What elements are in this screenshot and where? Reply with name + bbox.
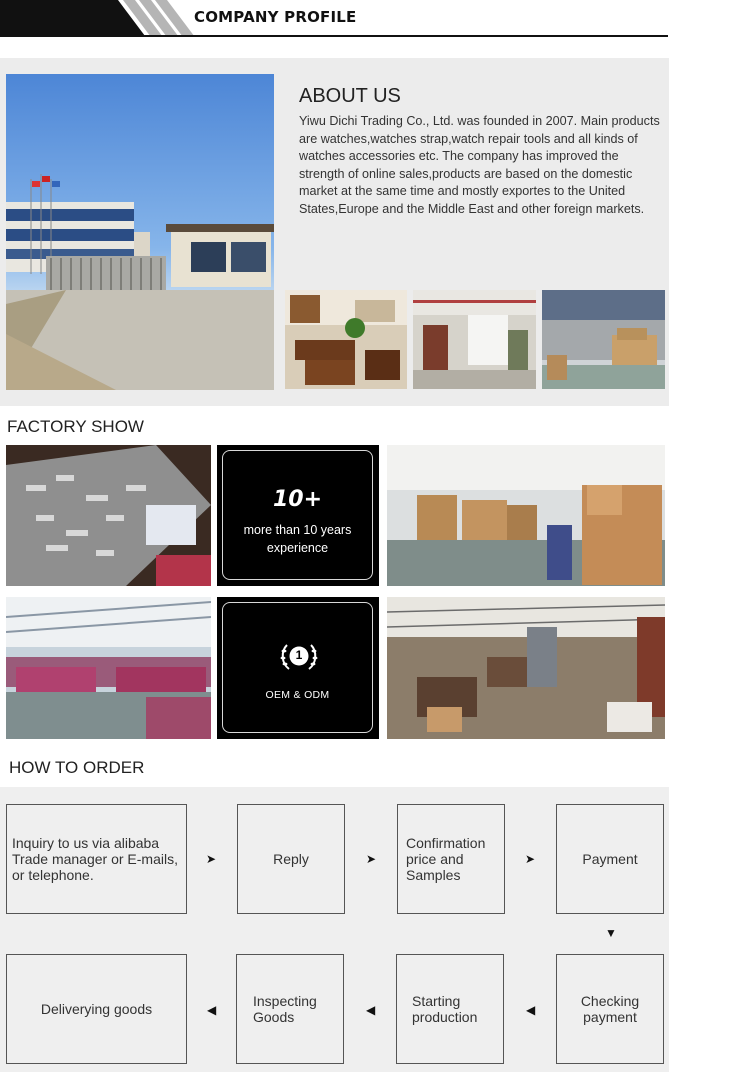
step-inquiry: [6, 804, 187, 914]
arrow-right-icon: ➤: [525, 852, 536, 866]
experience-text: more than 10 years experience: [243, 523, 352, 555]
arrow-left-icon: ◀: [366, 1003, 376, 1017]
boxes-warehouse-photo: [387, 445, 665, 586]
step-reply: [237, 804, 345, 914]
arrow-right-icon: ➤: [366, 852, 377, 866]
step-label: Checking payment: [580, 993, 640, 1025]
laurel-badge-icon: [279, 639, 319, 673]
warehouse-photo: [413, 290, 536, 389]
step-payment: [556, 804, 664, 914]
workshop-photo: [6, 597, 211, 739]
arrow-left-icon: ◀: [207, 1003, 217, 1017]
oem-text: OEM & ODM: [265, 689, 330, 701]
experience-number: 10+: [272, 487, 323, 512]
step-confirmation: [397, 804, 505, 914]
step-label: Payment: [582, 851, 638, 867]
oem-badge-number: 1: [295, 648, 303, 662]
experience-tile: [217, 445, 379, 586]
about-description: Yiwu Dichi Trading Co., Ltd. was founded in 2007. Main products are watches,watches strap,watch repair tools and all kinds of watches accessories etc. The company has improved the strength of online sales,products are based on the domestic market at the same time and mostly exportes to the United States,Europe and the Middle East and other foreign markets.: [299, 114, 660, 216]
step-label: Confirmation price and Samples: [406, 835, 486, 883]
header-black-bar: [0, 0, 145, 36]
about-title: ABOUT US: [299, 85, 401, 107]
step-label: Inquiry to us via alibaba Trade manager or E-mails, or telephone.: [12, 835, 178, 883]
oem-tile: [217, 597, 379, 739]
arrow-down-icon: ▼: [605, 926, 617, 940]
step-label: Inspecting Goods: [253, 993, 317, 1025]
step-starting: [396, 954, 504, 1064]
step-delivery: [6, 954, 187, 1064]
step-label: Starting production: [412, 993, 478, 1025]
step-checking: [556, 954, 664, 1064]
factory-show-title: FACTORY SHOW: [7, 417, 144, 436]
step-label: Reply: [273, 851, 309, 867]
step-label: Deliverying goods: [40, 1001, 153, 1017]
arrow-right-icon: ➤: [206, 852, 217, 866]
office-building-photo: [6, 74, 274, 390]
machinery-photo: [387, 597, 665, 739]
parts-photo: [6, 445, 211, 586]
step-inspecting: [236, 954, 344, 1064]
storage-photo: [542, 290, 665, 389]
header-underline: [0, 35, 668, 37]
how-to-order-title: HOW TO ORDER: [9, 758, 145, 777]
office-interior-photo: [285, 290, 407, 389]
page-title: COMPANY PROFILE: [194, 8, 357, 26]
arrow-left-icon: ◀: [526, 1003, 536, 1017]
